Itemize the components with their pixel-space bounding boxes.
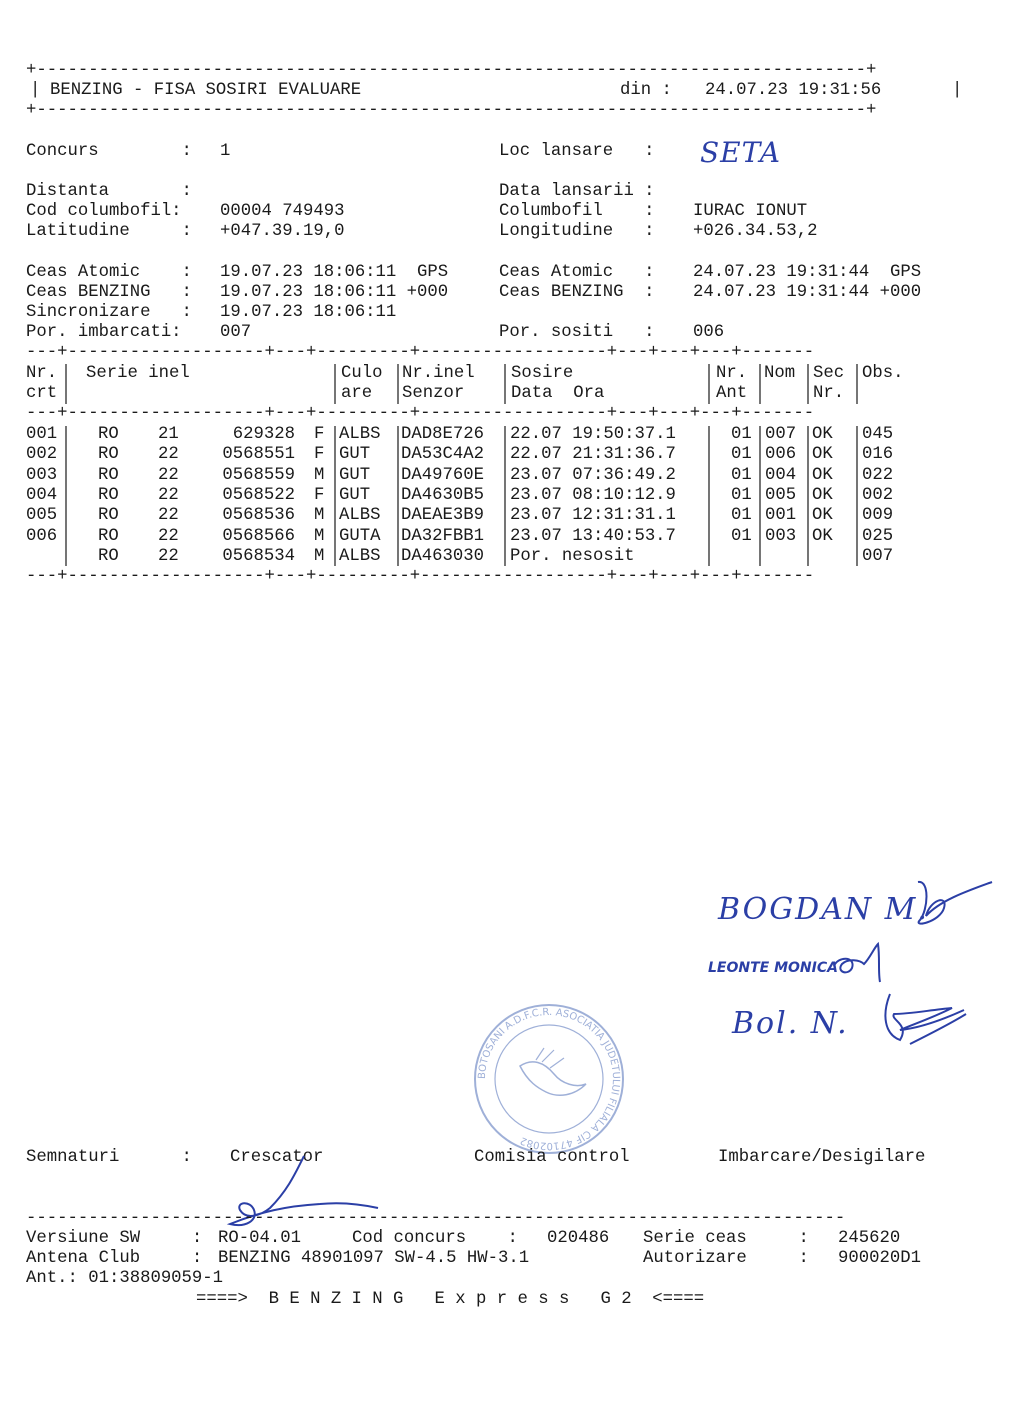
longitudine-label: Longitudine : [499, 222, 655, 241]
cell-arrival: 23.07 12:31:31.1 [510, 506, 676, 526]
cell-color: GUT [339, 465, 371, 485]
antena-value: BENZING 48901097 SW-4.5 HW-3.1 [218, 1249, 530, 1268]
cell-ant: 01 [731, 526, 752, 546]
cell-crt: 002 [26, 445, 58, 465]
cell-sec: OK [812, 506, 833, 526]
cell-nom: 004 [765, 465, 797, 485]
autorizare-value: 900020D1 [838, 1249, 921, 1268]
cell-country: RO [98, 485, 119, 505]
imbarcati-value: 007 [220, 323, 252, 342]
columbofil-value: IURAC IONUT [693, 202, 808, 221]
cell-sensor: DA53C4A2 [401, 445, 484, 465]
cell-sensor: DA49760E [401, 465, 484, 485]
th-sec: Sec [813, 364, 845, 383]
cell-obs: 025 [862, 526, 894, 546]
cell-ant: 01 [731, 425, 752, 444]
th-are: are [341, 384, 373, 403]
cell-arrival: 22.07 21:31:36.7 [510, 445, 676, 465]
concurs-label: Concurs : [26, 142, 192, 161]
ceas-atomic-value: 19.07.23 18:06:11 GPS [220, 263, 449, 282]
cell-color: GUT [339, 485, 371, 505]
cell-country: RO [98, 506, 119, 526]
th-serie-inel: Serie inel [86, 364, 190, 383]
cod-columbofil-value: 00004 749493 [220, 202, 345, 221]
cell-country: RO [98, 526, 119, 546]
signature-scribble-1 [900, 870, 1000, 940]
crescator-label: Crescator [230, 1148, 324, 1167]
cell-obs: 016 [862, 445, 894, 465]
versiune-value: RO-04.01 [218, 1229, 301, 1248]
distanta-label: Distanta : [26, 182, 192, 201]
cell-country: RO [98, 465, 119, 485]
ceas-benzing-label: Ceas BENZING : [26, 283, 192, 302]
cell-ring: 0568522 [222, 485, 295, 505]
cell-ring: 0568536 [222, 506, 295, 526]
cell-obs: 007 [862, 546, 894, 566]
longitudine-value: +026.34.53,2 [693, 222, 818, 241]
table-border-top: ---+-------------------+---+---------+------------------+---+---+---+------- [26, 343, 815, 362]
ceas-atomic-2-value: 24.07.23 19:31:44 GPS [693, 263, 922, 282]
cell-ant: 01 [731, 506, 752, 526]
cell-arrival: 23.07 08:10:12.9 [510, 485, 676, 505]
cell-color: GUTA [339, 526, 381, 546]
cell-crt: 004 [26, 485, 58, 505]
antena-label: Antena Club : [26, 1249, 203, 1268]
th-nr: Nr. [26, 364, 58, 383]
cell-sex: M [314, 465, 325, 485]
cell-nom: 005 [765, 485, 797, 505]
signature-scribble-3 [870, 984, 970, 1050]
cell-year: 22 [158, 445, 179, 465]
cell-obs: 045 [862, 425, 894, 444]
cod-concurs-value: 020486 [547, 1229, 610, 1248]
cell-crt: 005 [26, 506, 58, 526]
concurs-value: 1 [220, 142, 231, 161]
header-title: BENZING - FISA SOSIRI EVALUARE [50, 81, 362, 100]
cell-nom: 001 [765, 506, 797, 526]
cod-concurs-label: Cod concurs : [352, 1229, 518, 1248]
comisia-label: Comisia control [474, 1148, 630, 1167]
cell-ant: 01 [731, 485, 752, 505]
cell-sex: F [314, 425, 325, 444]
th-sosire: Sosire [511, 364, 574, 383]
cell-sex: F [314, 445, 325, 465]
stamp-text: BOTOSANI A.D.F.C.R. ASOCIATIA JUDETULUI FILIALA CIF 47102082 [476, 1006, 622, 1152]
cell-crt: 006 [26, 526, 58, 546]
cell-sec: OK [812, 425, 833, 444]
loc-lansare-handwritten: SETA [700, 136, 781, 169]
table-column-rules [0, 0, 1024, 600]
latitudine-value: +047.39.19,0 [220, 222, 345, 241]
th-crt: crt [26, 384, 58, 403]
cell-sex: F [314, 485, 325, 505]
cod-columbofil-label: Cod columbofil: [26, 202, 182, 221]
sincronizare-label: Sincronizare : [26, 303, 192, 322]
ceas-benzing-value: 19.07.23 18:06:11 +000 [220, 283, 449, 302]
svg-text:BOTOSANI A.D.F.C.R. ASOCIATIA [477, 1007, 621, 1151]
cell-sensor: DA32FBB1 [401, 526, 484, 546]
th-nr-inel: Nr.inel [402, 364, 475, 383]
ceas-atomic-2-label: Ceas Atomic : [499, 263, 655, 282]
ceas-benzing-2-value: 24.07.23 19:31:44 +000 [693, 283, 922, 302]
data-lansarii-label: Data lansarii : [499, 182, 655, 201]
cell-year: 22 [158, 506, 179, 526]
header-timestamp: 24.07.23 19:31:56 [705, 81, 882, 100]
cell-nom: 007 [765, 425, 797, 444]
cell-sex: M [314, 526, 325, 546]
th-nom: Nom [764, 364, 796, 383]
cell-nom: 006 [765, 445, 797, 465]
cell-sensor: DA463030 [401, 546, 484, 566]
table-header-divider: ---+-------------------+---+---------+------------------+---+---+---+------- [26, 404, 815, 423]
th-culoare: Culo [341, 364, 383, 383]
cell-sec: OK [812, 526, 833, 546]
imbarcare-label: Imbarcare/Desigilare [718, 1148, 926, 1167]
signature-bogdan: BOGDAN M. [718, 892, 929, 927]
stamp-name-leonte-monica: LEONTE MONICA [708, 960, 838, 976]
loc-lansare-label: Loc lansare : [499, 142, 655, 161]
cell-year: 21 [158, 425, 179, 444]
sincronizare-value: 19.07.23 18:06:11 [220, 303, 397, 322]
cell-country: RO [98, 425, 119, 444]
cell-color: GUT [339, 445, 371, 465]
header-border-bottom: +--------------------------------------------------------------------------------+ [26, 101, 877, 120]
cell-ant: 01 [731, 445, 752, 465]
cell-sensor: DA4630B5 [401, 485, 484, 505]
cell-ant: 01 [731, 465, 752, 485]
cell-sec: OK [812, 445, 833, 465]
cell-arrival: 22.07 19:50:37.1 [510, 425, 676, 444]
cell-country: RO [98, 546, 119, 566]
cell-ring: 629328 [232, 425, 295, 444]
autorizare-label: Autorizare : [643, 1249, 809, 1268]
cell-ring: 0568559 [222, 465, 295, 485]
cell-year: 22 [158, 485, 179, 505]
cell-sensor: DAEAE3B9 [401, 506, 484, 526]
cell-ring: 0568534 [222, 546, 295, 566]
cell-sensor: DAD8E726 [401, 425, 484, 444]
cell-color: ALBS [339, 425, 381, 444]
th-obs: Obs. [862, 364, 904, 383]
cell-year: 22 [158, 526, 179, 546]
cell-sec: OK [812, 465, 833, 485]
th-ant: Ant [716, 384, 748, 403]
cell-year: 22 [158, 546, 179, 566]
cell-ring: 0568551 [222, 445, 295, 465]
latitudine-label: Latitudine : [26, 222, 192, 241]
sositi-value: 006 [693, 323, 725, 342]
table-border-bottom: ---+-------------------+---+---------+------------------+---+---+---+------- [26, 567, 815, 586]
cell-sex: M [314, 546, 325, 566]
header-left-bar: | [30, 81, 41, 100]
ceas-benzing-2-label: Ceas BENZING : [499, 283, 655, 302]
header-border-top: +--------------------------------------------------------------------------------+ [26, 61, 877, 80]
semnaturi-label: Semnaturi : [26, 1148, 192, 1167]
cell-arrival: 23.07 07:36:49.2 [510, 465, 676, 485]
cell-arrival: 23.07 13:40:53.7 [510, 526, 676, 546]
header-din-label: din : [620, 81, 672, 100]
imbarcati-label: Por. imbarcati: [26, 323, 182, 342]
cell-crt: 001 [26, 425, 58, 444]
cell-obs: 009 [862, 506, 894, 526]
cell-color: ALBS [339, 546, 381, 566]
brand-line: ====> B E N Z I N G E x p r e s s G 2 <==== [196, 1290, 705, 1309]
cell-nom: 003 [765, 526, 797, 546]
serie-ceas-label: Serie ceas : [643, 1229, 809, 1248]
columbofil-label: Columbofil : [499, 202, 655, 221]
cell-ring: 0568566 [222, 526, 295, 546]
cell-color: ALBS [339, 506, 381, 526]
header-right-bar: | [952, 81, 963, 100]
serie-ceas-value: 245620 [838, 1229, 901, 1248]
cell-country: RO [98, 445, 119, 465]
association-stamp [470, 1000, 628, 1158]
cell-crt: 003 [26, 465, 58, 485]
ant-line: Ant.: 01:38809059-1 [26, 1269, 224, 1288]
signature-scribble-2 [830, 938, 900, 986]
ceas-atomic-label: Ceas Atomic : [26, 263, 192, 282]
th-sec-nr: Nr. [813, 384, 845, 403]
cell-sex: M [314, 506, 325, 526]
cell-obs: 022 [862, 465, 894, 485]
signature-bol: Bol. N. [732, 1006, 849, 1041]
footer-divider: ------------------------------------------------------------------------------- [26, 1209, 846, 1228]
th-nr-ant: Nr. [716, 364, 748, 383]
cell-arrival: Por. nesosit [510, 546, 635, 566]
th-data-ora: Data Ora [511, 384, 605, 403]
cell-year: 22 [158, 465, 179, 485]
versiune-label: Versiune SW : [26, 1229, 203, 1248]
cell-sec: OK [812, 485, 833, 505]
cell-obs: 002 [862, 485, 894, 505]
th-senzor: Senzor [402, 384, 465, 403]
sositi-label: Por. sositi : [499, 323, 655, 342]
